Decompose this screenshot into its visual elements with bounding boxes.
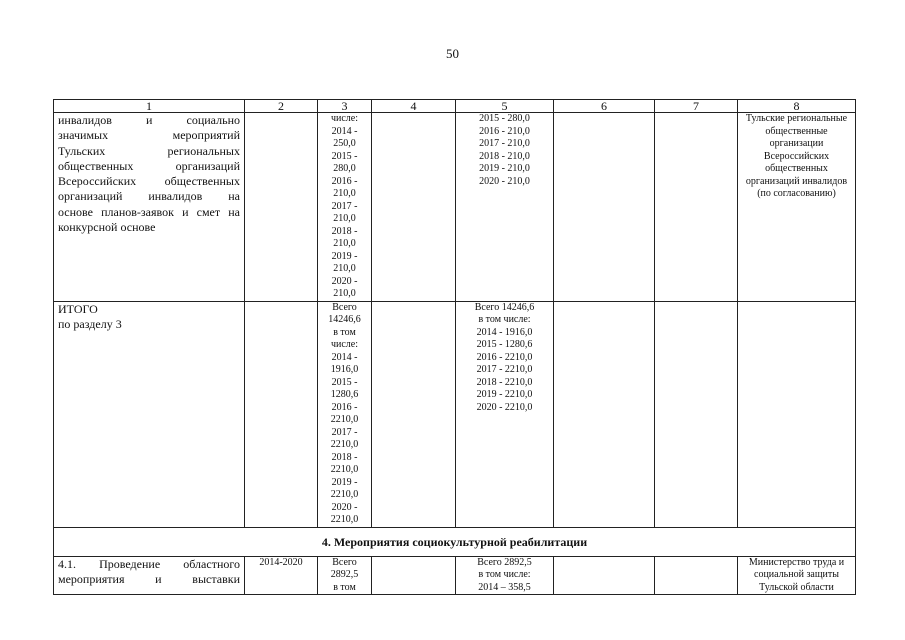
activity-description-cell [54, 113, 245, 302]
funding-text: Всего 2892,5 в том [330, 556, 359, 593]
header-row [54, 100, 856, 113]
text-line: Тульских региональных [58, 143, 240, 158]
empty-cell [655, 301, 738, 527]
period-cell [245, 113, 318, 302]
activity-description-cell [54, 556, 245, 594]
text-line: основе планов-заявок и смет на [58, 204, 240, 219]
total-breakdown-cell: Всего 14246,6 в том числе: 2014 - 1916,0 2015 - 1280,6 2016 - 2210,0 2017 - 2210,0 2018 - 2210,0 2019 - 2210,0 2020 - 2210,0 [456, 301, 554, 527]
text-line: организаций инвалидов на [58, 189, 240, 204]
table-row-total [54, 301, 856, 527]
text-line: конкурсной основе [58, 220, 156, 235]
text-line: мероприятия и выставки [58, 571, 240, 586]
header-cell: 2 [245, 100, 318, 113]
empty-cell [245, 301, 318, 527]
header-cell: 3 [318, 100, 372, 113]
empty-cell [372, 556, 456, 594]
text-line: инвалидов и социально [58, 113, 240, 127]
header-cell: 4 [372, 100, 456, 113]
executor-cell: Тульские региональные общественные организации Всероссийских общественных организаций инвалидов (по согласованию) [738, 113, 856, 302]
executor-cell [738, 556, 856, 594]
section-heading-row [54, 527, 856, 556]
empty-cell [372, 301, 456, 527]
total-funding-cell: Всего 14246,6 в том числе: 2014 - 1916,0 2015 - 1280,6 2016 - 2210,0 2017 - 2210,0 2018 - 2210,0 2019 - 2210,0 2020 - 2210,0 [318, 301, 372, 527]
text-line: по разделу 3 [58, 316, 122, 331]
empty-cell [655, 556, 738, 594]
funding-breakdown-text: Всего 2892,5 в том числе: 2014 – 358,5 [477, 556, 532, 593]
table-row [54, 113, 856, 302]
funding-breakdown-cell [456, 556, 554, 594]
header-cell: 6 [554, 100, 655, 113]
empty-cell [655, 113, 738, 302]
text-line: ИТОГО [58, 301, 98, 316]
empty-cell [554, 113, 655, 302]
empty-cell [372, 113, 456, 302]
period-cell: 2014-2020 [245, 556, 318, 594]
section-title: 4. Мероприятия социокультурной реабилитации [54, 527, 856, 556]
page-number: 50 [446, 46, 459, 61]
text-line: значимых мероприятий [58, 128, 240, 143]
total-label-cell [54, 301, 245, 527]
executor-text: Министерство труда и социальной защиты Тульской области [748, 556, 845, 593]
empty-cell [554, 556, 655, 594]
funding-cell: числе: 2014 - 250,0 2015 - 280,0 2016 - 210,0 2017 - 210,0 2018 - 210,0 2019 - 210,0 2020 - 210,0 [318, 113, 372, 302]
text-line: 4.1. Проведение областного [58, 556, 240, 571]
empty-cell [738, 301, 856, 527]
header-cell: 1 [54, 100, 245, 113]
funding-cell [318, 556, 372, 594]
program-table [53, 99, 856, 595]
text-line: Всероссийских общественных [58, 174, 240, 189]
header-cell: 5 [456, 100, 554, 113]
table-row [54, 556, 856, 594]
text-line: общественных организаций [58, 158, 240, 173]
empty-cell [554, 301, 655, 527]
funding-breakdown-cell: 2015 - 280,0 2016 - 210,0 2017 - 210,0 2018 - 210,0 2019 - 210,0 2020 - 210,0 [456, 113, 554, 302]
header-cell: 8 [738, 100, 856, 113]
header-cell: 7 [655, 100, 738, 113]
